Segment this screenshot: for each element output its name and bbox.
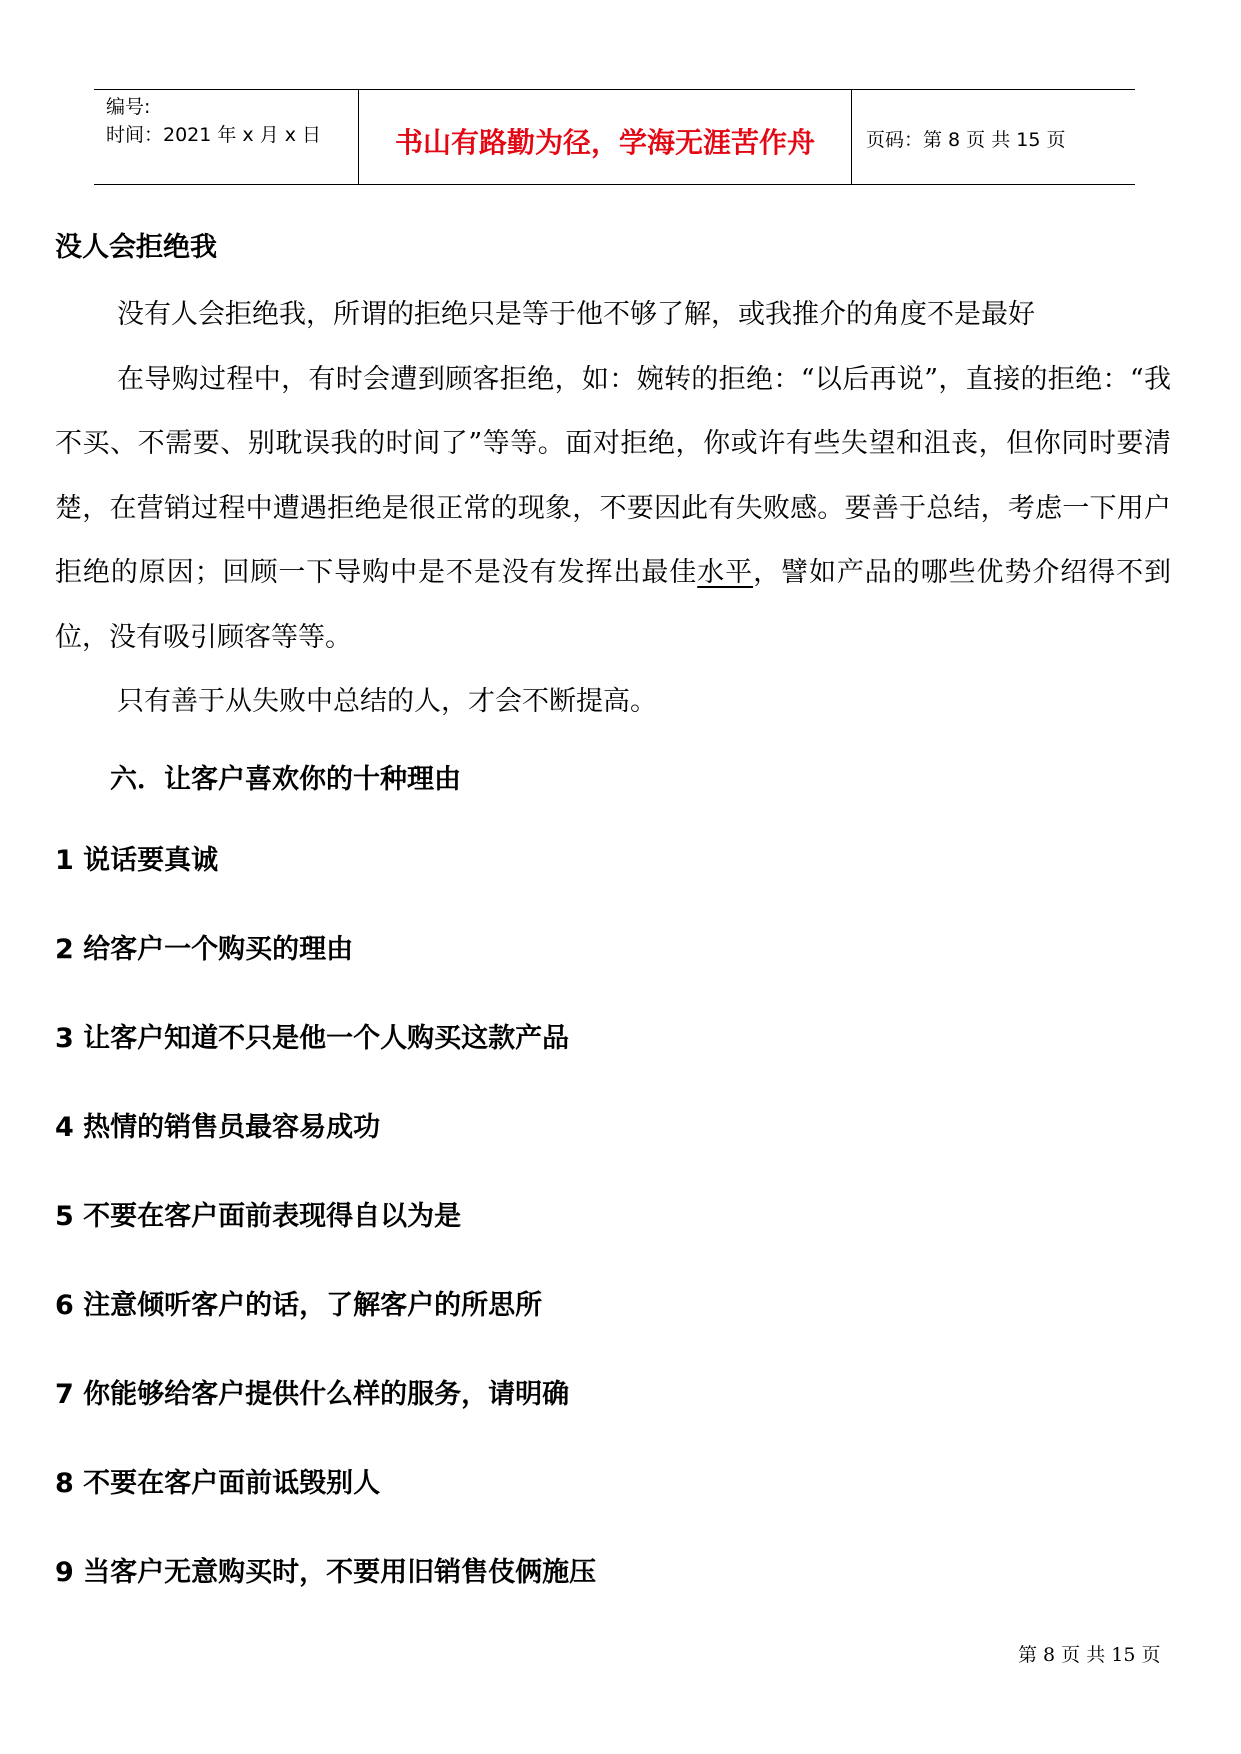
list-item: 2 给客户一个购买的理由 [55, 934, 354, 965]
list-item: 5 不要在客户面前表现得自以为是 [55, 1201, 462, 1232]
header-page-number: 页码：第 8 页 共 15 页 [866, 129, 1066, 151]
list-item: 3 让客户知道不只是他一个人购买这款产品 [55, 1023, 570, 1054]
list-item: 1 说话要真诚 [55, 845, 219, 876]
paragraph-2-tail: ，譬如产品的哪些优势介绍得不到位，没有吸引顾客等等。 [55, 557, 1172, 653]
list-item: 9 当客户无意购买时，不要用旧销售伎俩施压 [55, 1557, 597, 1588]
paragraph-3: 只有善于从失败中总结的人，才会不断提高。 [117, 686, 657, 717]
header-meta-cell [94, 90, 358, 184]
header-motto: 书山有路勤为径，学海无涯苦作舟 [394, 126, 815, 159]
header-page-cell [852, 90, 1135, 184]
section-title: 没人会拒绝我 [55, 232, 217, 263]
document-number-label: 编号: [106, 96, 151, 118]
paragraph-2-text: 在导购过程中，有时会遭到顾客拒绝，如：婉转的拒绝：“以后再说”，直接的拒绝：“我不买、不需要、别耽误我的时间了”等等。面对拒绝，你或许有些失望和沮丧，但你同时要清楚，在营销过程中遭遇拒绝是很正常的现象，不要因此有失败感。要善于总结，考虑一下用户拒绝的原因；回顾一下导购中是不是没有发挥出最佳 [55, 363, 1171, 588]
document-time-label: 时间：2021 年 x 月 x 日 [106, 124, 322, 146]
document-header [94, 89, 1135, 185]
underlined-term: 水平 [697, 557, 754, 588]
page-footer: 第 8 页 共 15 页 [1018, 1644, 1161, 1666]
body-text [55, 283, 1171, 735]
list-item: 6 注意倾听客户的话，了解客户的所思所 [55, 1290, 543, 1321]
list-item: 8 不要在客户面前诋毁别人 [55, 1468, 381, 1499]
list-item: 7 你能够给客户提供什么样的服务，请明确 [55, 1379, 570, 1410]
paragraph-2 [55, 348, 1171, 671]
list-item: 4 热情的销售员最容易成功 [55, 1112, 381, 1143]
subsection-title: 六．让客户喜欢你的十种理由 [110, 764, 461, 795]
header-motto-cell [358, 90, 852, 184]
paragraph-1: 没有人会拒绝我，所谓的拒绝只是等于他不够了解，或我推介的角度不是最好 [117, 299, 1035, 330]
reasons-list [55, 841, 596, 1642]
